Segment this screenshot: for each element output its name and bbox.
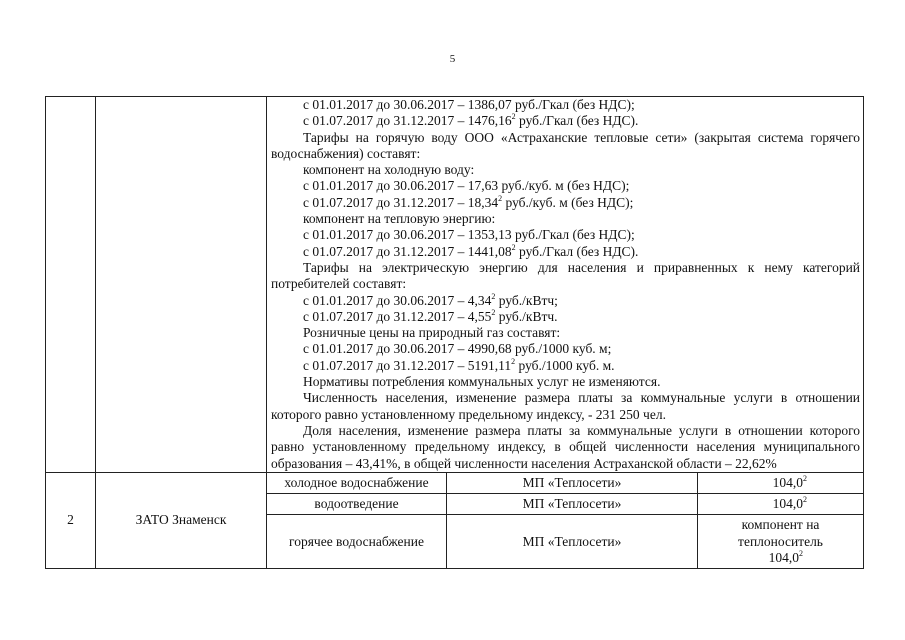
footnote-mark: 2 <box>498 193 503 203</box>
tariff-line-unit: руб./Гкал (без НДС). <box>515 113 639 129</box>
tariff-line-text: Доля населения, изменение размера платы за коммунальные услуги в отношении которого равно установленному предельному индексу, в общей численности населения муниципального образования – 43,41%, в общей численности населения Астраханской области – 22,62% <box>271 422 861 471</box>
tariff-line <box>271 178 860 194</box>
tariff-line-text: Розничные цены на природный газ составят: <box>303 325 561 341</box>
provider-name: МП «Теплосети» <box>447 472 698 493</box>
provider-name: МП «Теплосети» <box>447 494 698 515</box>
municipality-cell-empty <box>96 97 267 473</box>
tariff-index-value: 104,0 <box>772 474 804 490</box>
tariff-line-text: с 01.01.2017 до 30.06.2017 – 1353,13 руб./Гкал (без НДС); <box>303 227 635 243</box>
tariff-description <box>271 97 860 472</box>
tariff-table <box>45 96 864 569</box>
footnote-mark: 2 <box>491 291 496 301</box>
tariff-line <box>271 97 860 113</box>
provider-name: МП «Теплосети» <box>447 515 698 569</box>
tariff-line-unit: руб./1000 куб. м. <box>515 357 615 373</box>
service-name: горячее водоснабжение <box>267 515 447 569</box>
tariff-index-value: 104,0 <box>768 550 800 566</box>
tariff-description-cell <box>267 97 864 473</box>
tariff-line-text: компонент на холодную воду: <box>303 162 475 178</box>
tariff-line-text: Тарифы на электрическую энергию для населения и приравненных к нему категорий потребителей составят: <box>271 259 861 292</box>
tariff-line-text: с 01.07.2017 до 31.12.2017 – 4,55 <box>303 308 492 324</box>
row-number: 2 <box>46 472 96 568</box>
tariff-paragraph <box>271 423 860 472</box>
tariff-index <box>698 515 864 569</box>
tariff-line-text: с 01.07.2017 до 31.12.2017 – 1441,08 <box>303 243 512 259</box>
tariff-index-line <box>702 550 859 566</box>
footnote-mark: 2 <box>803 473 808 483</box>
tariff-paragraph <box>271 130 860 163</box>
service-name: водоотведение <box>267 494 447 515</box>
tariff-line-text: с 01.01.2017 до 30.06.2017 – 4,34 <box>303 292 492 308</box>
tariff-line <box>271 227 860 243</box>
footnote-mark: 2 <box>799 549 804 559</box>
tariff-line <box>271 374 860 390</box>
tariff-line <box>271 162 860 178</box>
tariff-line-unit: руб./кВтч; <box>495 292 558 308</box>
tariff-line <box>271 358 860 374</box>
tariff-line-text: с 01.07.2017 до 31.12.2017 – 1476,16 <box>303 113 512 129</box>
tariff-paragraph <box>271 390 860 423</box>
tariff-line-text: с 01.01.2017 до 30.06.2017 – 1386,07 руб./Гкал (без НДС); <box>303 97 635 112</box>
tariff-line <box>271 113 860 129</box>
tariff-line <box>271 244 860 260</box>
tariff-index <box>698 494 864 515</box>
tariff-line <box>271 293 860 309</box>
row-number-cell-empty <box>46 97 96 473</box>
footnote-mark: 2 <box>511 112 516 122</box>
footnote-mark: 2 <box>491 307 496 317</box>
tariff-line <box>271 211 860 227</box>
tariff-line-unit: руб./куб. м (без НДС); <box>502 194 634 210</box>
tariff-line-text: Тарифы на горячую воду ООО «Астраханские тепловые сети» (закрытая система горячего водоснабжения) составят: <box>271 129 861 161</box>
tariff-line-unit: руб./кВтч. <box>495 308 558 324</box>
tariff-line <box>271 309 860 325</box>
footnote-mark: 2 <box>511 356 516 366</box>
tariff-line-text: с 01.01.2017 до 30.06.2017 – 4990,68 руб./1000 куб. м; <box>303 341 612 357</box>
tariff-line-text: с 01.07.2017 до 31.12.2017 – 5191,11 <box>303 357 512 373</box>
page-number: 5 <box>449 53 456 65</box>
footnote-mark: 2 <box>511 242 516 252</box>
tariff-paragraph <box>271 260 860 293</box>
table-row <box>46 472 864 493</box>
tariff-line <box>271 341 860 357</box>
table-row <box>46 97 864 473</box>
tariff-index-value: 104,0 <box>772 496 804 512</box>
tariff-line <box>271 325 860 341</box>
tariff-line-text: с 01.01.2017 до 30.06.2017 – 17,63 руб./куб. м (без НДС); <box>303 178 630 194</box>
tariff-line-text: Нормативы потребления коммунальных услуг не изменяются. <box>303 374 661 390</box>
footnote-mark: 2 <box>803 495 808 505</box>
tariff-line-text: Численность населения, изменение размера платы за коммунальные услуги в отношении которого равно установленному предельному индексу, - 231 250 чел. <box>271 390 861 422</box>
tariff-index <box>698 472 864 493</box>
service-name: холодное водоснабжение <box>267 472 447 493</box>
tariff-line-unit: руб./Гкал (без НДС). <box>515 243 639 259</box>
tariff-line-text: компонент на тепловую энергию: <box>303 211 496 227</box>
tariff-line-text: с 01.07.2017 до 31.12.2017 – 18,34 <box>303 194 499 210</box>
tariff-line <box>271 195 860 211</box>
municipality-name: ЗАТО Знаменск <box>96 472 267 568</box>
tariff-note: компонент на теплоноситель <box>738 517 823 549</box>
